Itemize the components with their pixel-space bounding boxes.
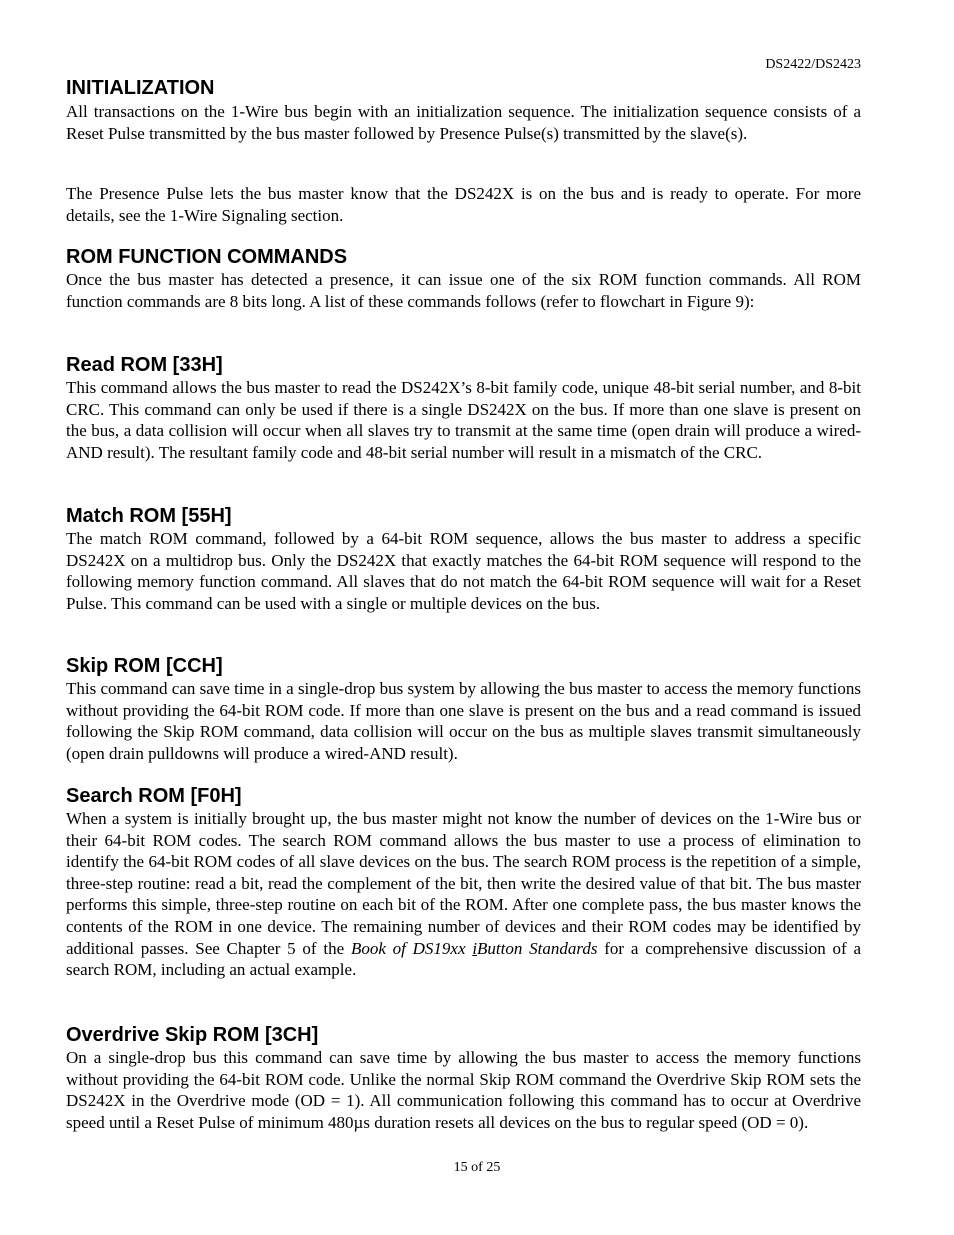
search-rom-text-b: for a comprehensive discussion of a search ROM, including an actual example. [66, 938, 861, 980]
rom-function-commands-paragraph: Once the bus master has detected a presence, it can issue one of the six ROM function commands. All ROM function commands are 8 bits long. A list of these commands follows (refer to flowchart in Figure 9): [66, 270, 861, 311]
section-title-search-rom: Search ROM [F0H] [66, 785, 242, 807]
initialization-paragraph-2: The Presence Pulse lets the bus master know that the DS242X is on the bus and is ready to operate. For more details, see the 1-Wire Signaling section. [66, 184, 861, 225]
search-rom-paragraph [66, 808, 861, 981]
section-title-initialization: INITIALIZATION [66, 77, 215, 99]
document-part-number: DS2422/DS2423 [765, 57, 861, 72]
match-rom-paragraph: The match ROM command, followed by a 64-bit ROM sequence, allows the bus master to address a specific DS242X on a multidrop bus. Only the DS242X that exactly matches the 64-bit ROM sequence will respond to the following memory function command. All slaves that do not match the 64-bit ROM sequence will wait for a Reset Pulse. This command can be used with a single or multiple devices on the bus. [66, 529, 861, 613]
book-title-ibutton-i: i [472, 938, 478, 958]
page-number: 15 of 25 [453, 1160, 501, 1175]
book-title-part-2: Button Standards [477, 938, 598, 958]
initialization-paragraph-1: All transactions on the 1-Wire bus begin with an initialization sequence. The initialization sequence consists of a Reset Pulse transmitted by the bus master followed by Presence Pulse(s) transmitted by the slave(s). [66, 102, 861, 143]
section-title-skip-rom: Skip ROM [CCH] [66, 655, 223, 677]
book-title [351, 939, 598, 958]
skip-rom-paragraph: This command can save time in a single-drop bus system by allowing the bus master to access the memory functions without providing the 64-bit ROM code. If more than one slave is present on the bus and a read command is issued following the Skip ROM command, data collision will occur on the bus as multiple slaves transmit simultaneously (open drain pulldowns will produce a wired-AND result). [66, 679, 861, 763]
search-rom-text-a: When a system is initially brought up, the bus master might not know the number of devices on the 1-Wire bus or their 64-bit ROM codes. The search ROM command allows the bus master to use a process of elimination to identify the 64-bit ROM codes of all slave devices on the bus. The search ROM process is the repetition of a simple, three-step routine: read a bit, read the complement of the bit, then write the desired value of that bit. The bus master performs this simple, three-step routine on each bit of the ROM. After one complete pass, the bus master knows the contents of the ROM in one device. The remaining number of devices and their ROM codes may be identified by additional passes. See Chapter 5 of the [66, 809, 861, 958]
overdrive-skip-rom-paragraph: On a single-drop bus this command can save time by allowing the bus master to access the memory functions without providing the 64-bit ROM code. Unlike the normal Skip ROM command the Overdrive Skip ROM sets the DS242X in the Overdrive mode (OD = 1). All communication following this command has to occur at Overdrive speed until a Reset Pulse of minimum 480µs duration resets all devices on the bus to regular speed (OD = 0). [66, 1048, 861, 1132]
section-title-overdrive-skip-rom: Overdrive Skip ROM [3CH] [66, 1024, 319, 1046]
section-title-read-rom: Read ROM [33H] [66, 354, 223, 376]
section-title-rom-function-commands: ROM FUNCTION COMMANDS [66, 246, 348, 268]
section-title-match-rom: Match ROM [55H] [66, 505, 232, 527]
read-rom-paragraph: This command allows the bus master to read the DS242X’s 8-bit family code, unique 48-bit serial number, and 8-bit CRC. This command can only be used if there is a single DS242X on the bus. If more than one slave is present on the bus, a data collision will occur when all slaves try to transmit at the same time (open drain will produce a wired-AND result). The resultant family code and 48-bit serial number will result in a mismatch of the CRC. [66, 378, 861, 462]
book-title-part-1: Book of DS19xx [350, 938, 473, 958]
